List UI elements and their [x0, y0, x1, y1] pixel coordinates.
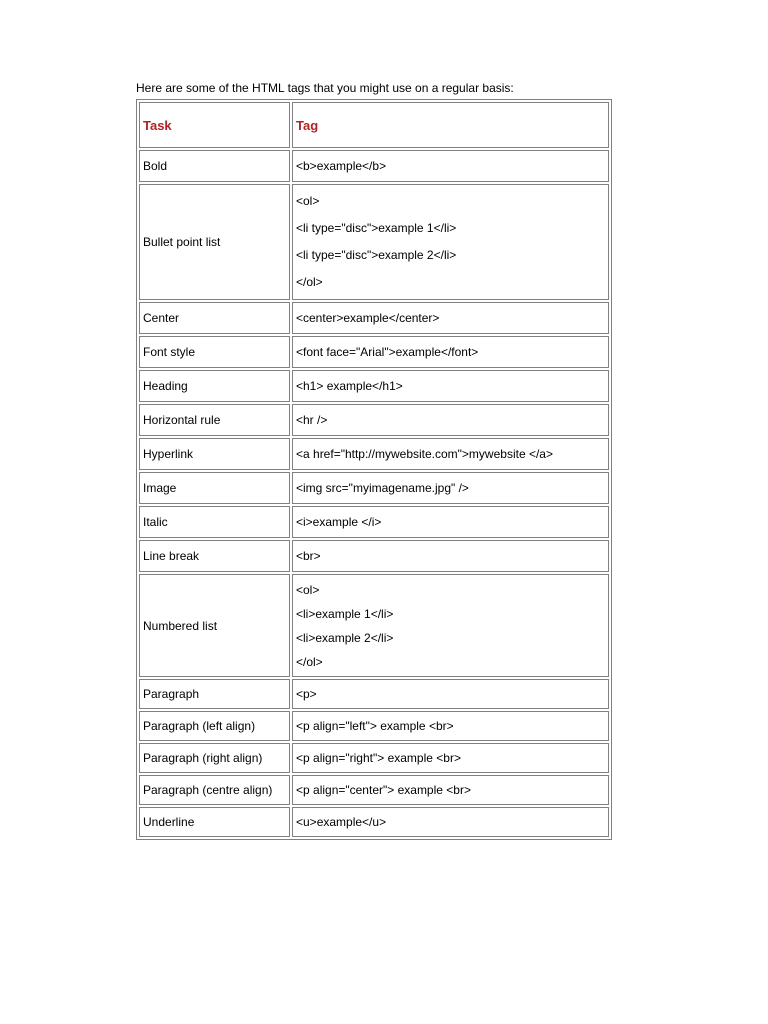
table-row [139, 743, 609, 773]
tag-cell [292, 506, 609, 538]
table-row [139, 404, 609, 436]
task-cell: Center [139, 302, 290, 334]
html-tags-table [136, 99, 612, 840]
tag-line: <img src="myimagename.jpg" /> [296, 481, 469, 495]
task-cell: Line break [139, 540, 290, 572]
table-row [139, 574, 609, 677]
table-header-row [139, 102, 609, 148]
tag-line: <p align="left"> example <br> [296, 719, 454, 733]
table-row [139, 679, 609, 709]
tag-line: <p align="center"> example <br> [296, 783, 471, 797]
tag-line: <h1> example</h1> [296, 379, 403, 393]
table-row [139, 150, 609, 182]
task-cell: Font style [139, 336, 290, 368]
tag-cell [292, 574, 609, 677]
tag-cell [292, 370, 609, 402]
tag-line: </ol> [296, 654, 323, 669]
table-row [139, 711, 609, 741]
tag-line: <hr /> [296, 413, 328, 427]
task-cell: Italic [139, 506, 290, 538]
table-row [139, 472, 609, 504]
table-row [139, 302, 609, 334]
tag-cell [292, 150, 609, 182]
intro-text: Here are some of the HTML tags that you might use on a regular basis: [136, 81, 514, 95]
tag-line: <li type="disc">example 1</li> [296, 221, 457, 235]
tag-cell [292, 743, 609, 773]
table-row [139, 336, 609, 368]
task-cell: Paragraph (left align) [139, 711, 290, 741]
task-cell: Paragraph [139, 679, 290, 709]
tag-line: <li>example 1</li> [296, 606, 394, 621]
tag-line: <i>example </i> [296, 515, 382, 529]
tag-line: <a href="http://mywebsite.com">mywebsite </a> [296, 447, 553, 461]
tag-cell [292, 302, 609, 334]
table-row [139, 807, 609, 837]
tag-cell [292, 336, 609, 368]
task-cell: Paragraph (right align) [139, 743, 290, 773]
tag-cell [292, 540, 609, 572]
table-row [139, 370, 609, 402]
task-cell: Paragraph (centre align) [139, 775, 290, 805]
tag-line: <font face="Arial">example</font> [296, 345, 479, 359]
task-cell: Underline [139, 807, 290, 837]
tag-line: <ol> [296, 582, 320, 597]
tag-cell [292, 472, 609, 504]
tag-line: <u>example</u> [296, 815, 387, 829]
tag-cell [292, 711, 609, 741]
tag-line: <ol> [296, 194, 320, 208]
tag-line: <p> [296, 687, 317, 701]
tag-line: <b>example</b> [296, 159, 387, 173]
tag-line: <br> [296, 549, 321, 563]
table-row [139, 540, 609, 572]
task-cell: Numbered list [139, 574, 290, 677]
tag-cell [292, 184, 609, 300]
tag-cell [292, 438, 609, 470]
tag-line: </ol> [296, 275, 323, 289]
task-cell: Heading [139, 370, 290, 402]
tag-line: <p align="right"> example <br> [296, 751, 461, 765]
task-cell: Bold [139, 150, 290, 182]
tag-line: <li type="disc">example 2</li> [296, 248, 457, 262]
table-row [139, 184, 609, 300]
task-cell: Horizontal rule [139, 404, 290, 436]
header-task: Task [139, 102, 290, 148]
task-cell: Image [139, 472, 290, 504]
table-row [139, 438, 609, 470]
header-tag: Tag [292, 102, 609, 148]
task-cell: Bullet point list [139, 184, 290, 300]
tag-line: <li>example 2</li> [296, 630, 394, 645]
tag-cell [292, 404, 609, 436]
task-cell: Hyperlink [139, 438, 290, 470]
tag-cell [292, 679, 609, 709]
table-row [139, 775, 609, 805]
tag-cell [292, 775, 609, 805]
tag-line: <center>example</center> [296, 311, 440, 325]
table-row [139, 506, 609, 538]
tag-cell [292, 807, 609, 837]
